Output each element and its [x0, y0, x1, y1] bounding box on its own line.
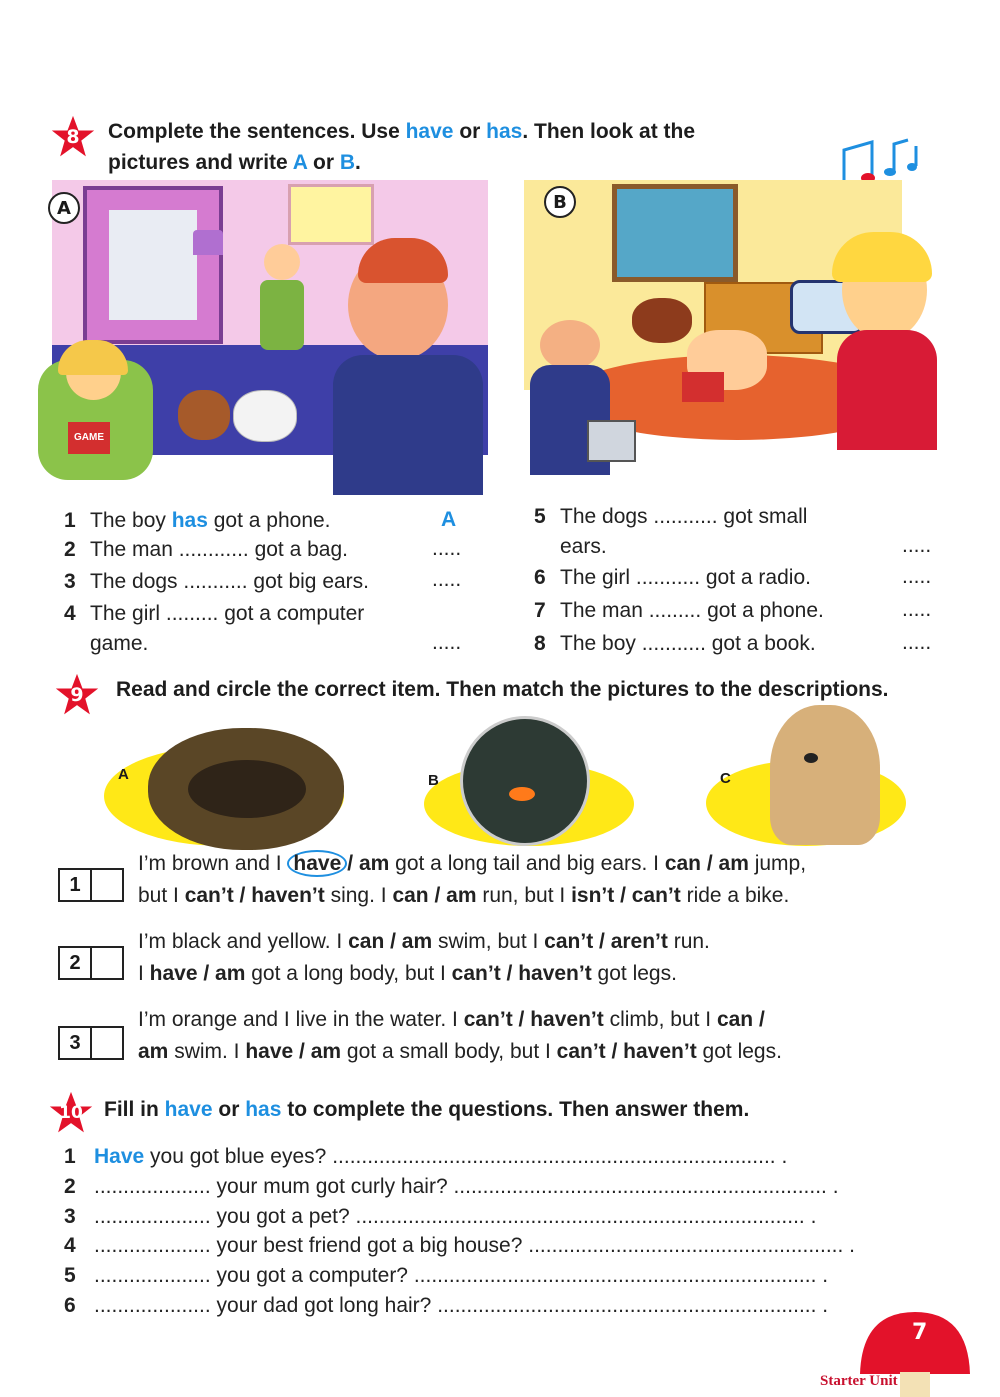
snake-picture: [148, 728, 344, 850]
answer-line[interactable]: ............................................................................. .: [355, 1205, 817, 1228]
answer-line[interactable]: ................................................................. .: [437, 1294, 829, 1317]
answer-line[interactable]: ................................................................ .: [453, 1175, 839, 1198]
fill-blank[interactable]: ....................: [94, 1205, 211, 1228]
ex8-answer-8[interactable]: .....: [902, 631, 932, 654]
circled-answer[interactable]: have: [287, 850, 347, 877]
exercise-8-instruction: Complete the sentences. Use have or has. Then look at the pictures and write A or B.: [108, 120, 696, 174]
window: [83, 186, 223, 344]
fill-blank[interactable]: ....................: [94, 1294, 211, 1317]
picture-b: [492, 180, 972, 498]
fill-blank[interactable]: ....................: [94, 1264, 211, 1287]
ex8-sentence-6: 6 The girl ........... got a radio.: [534, 566, 811, 589]
picture-label-c: C: [720, 770, 731, 787]
fill-blank[interactable]: ....................: [94, 1234, 211, 1257]
dog-picture: [770, 705, 880, 845]
picture-a: [28, 180, 488, 500]
answer-slot[interactable]: [92, 948, 122, 978]
exercise-9-badge: [54, 672, 100, 718]
bag: [587, 420, 636, 462]
exercise-number: 9: [70, 684, 84, 706]
goldfish: [509, 787, 535, 801]
ex8-answer-7[interactable]: .....: [902, 598, 932, 621]
answer-line[interactable]: ...................................................... .: [528, 1234, 855, 1257]
picture-label-b: B: [544, 186, 576, 218]
exercise-number: 10: [59, 1103, 83, 1123]
exercise-10-badge: [48, 1090, 94, 1136]
description-2: I’m black and yellow. I can / am swim, but I can’t / aren’t run. I have / am got a long body, but I can’t / haven’t got legs.: [138, 930, 710, 985]
ex8-sentence-5: 5 The dogs ........... got small ears.: [534, 505, 808, 558]
dog-white: [233, 390, 297, 442]
question-2: 2 .................... your mum got curly hair? ................................................................ .: [64, 1175, 839, 1198]
ex8-sentence-1: 1 The boy has got a phone.: [64, 509, 331, 532]
question-5: 5 .................... you got a computer? ..................................................................... .: [64, 1264, 829, 1287]
ex8-answer-1: A: [441, 508, 457, 531]
dog-nose: [804, 753, 818, 763]
ex8-sentence-7: 7 The man ......... got a phone.: [534, 599, 824, 622]
ex8-sentence-2: 2 The man ............ got a bag.: [64, 538, 348, 561]
page-number: 7: [912, 1320, 928, 1345]
question-6: 6 .................... your dad got long hair? ................................................................. .: [64, 1294, 829, 1317]
dogs: [632, 298, 692, 343]
question-3: 3 .................... you got a pet? ............................................................................. .: [64, 1205, 817, 1228]
picture-label-b: B: [428, 772, 439, 789]
picture-label-a: A: [48, 192, 80, 224]
answer-slot[interactable]: [92, 870, 122, 900]
dog-brown: [178, 390, 230, 440]
answer-line[interactable]: ..................................................................... .: [413, 1264, 829, 1287]
picture-label-a: A: [118, 766, 129, 783]
match-box-3[interactable]: 3: [58, 1026, 124, 1060]
ex8-answer-3[interactable]: .....: [432, 568, 462, 591]
ex8-answer-6[interactable]: .....: [902, 565, 932, 588]
description-1: I’m brown and I have / am got a long tail and big ears. I can / am jump, but I can’t / haven’t sing. I can / am run, but I isn’t / can’t ride a bike.: [138, 852, 807, 907]
ex8-answer-4[interactable]: .....: [432, 631, 462, 654]
aquarium-painting: [612, 184, 738, 282]
ex8-sentence-3: 3 The dogs ........... got big ears.: [64, 570, 369, 593]
book: [682, 372, 724, 402]
answer-line[interactable]: ............................................................................ .: [332, 1145, 788, 1168]
match-box-1[interactable]: 1: [58, 868, 124, 902]
match-box-2[interactable]: 2: [58, 946, 124, 980]
answer-slot[interactable]: [92, 1028, 122, 1058]
fill-blank[interactable]: ....................: [94, 1175, 211, 1198]
exercise-number: 8: [66, 126, 80, 148]
lamp: [193, 230, 223, 255]
exercise-9-instruction: Read and circle the correct item. Then match the pictures to the descriptions.: [116, 678, 889, 701]
ex8-answer-2[interactable]: .....: [432, 537, 462, 560]
description-3: I’m orange and I live in the water. I can’t / haven’t climb, but I can / am swim. I have / am got a small body, but I can’t / haven’t got legs.: [138, 1008, 782, 1063]
exercise-8-badge: [50, 114, 96, 160]
question-1: 1 Have you got blue eyes? ............................................................................ .: [64, 1145, 788, 1168]
man: [540, 320, 600, 370]
game-box: GAME: [68, 422, 110, 454]
question-4: 4 .................... your best friend got a big house? ...................................................... .: [64, 1234, 855, 1257]
boy: [264, 244, 300, 280]
fishbowl-picture: [460, 716, 590, 846]
ex8-answer-5[interactable]: .....: [902, 534, 932, 557]
exercise-10-instruction: Fill in have or has to complete the questions. Then answer them.: [104, 1098, 750, 1121]
unit-label: Starter Unit: [820, 1373, 898, 1389]
ex8-sentence-8: 8 The boy ........... got a book.: [534, 632, 816, 655]
ex8-sentence-4: 4 The girl ......... got a computer game.: [64, 602, 365, 655]
